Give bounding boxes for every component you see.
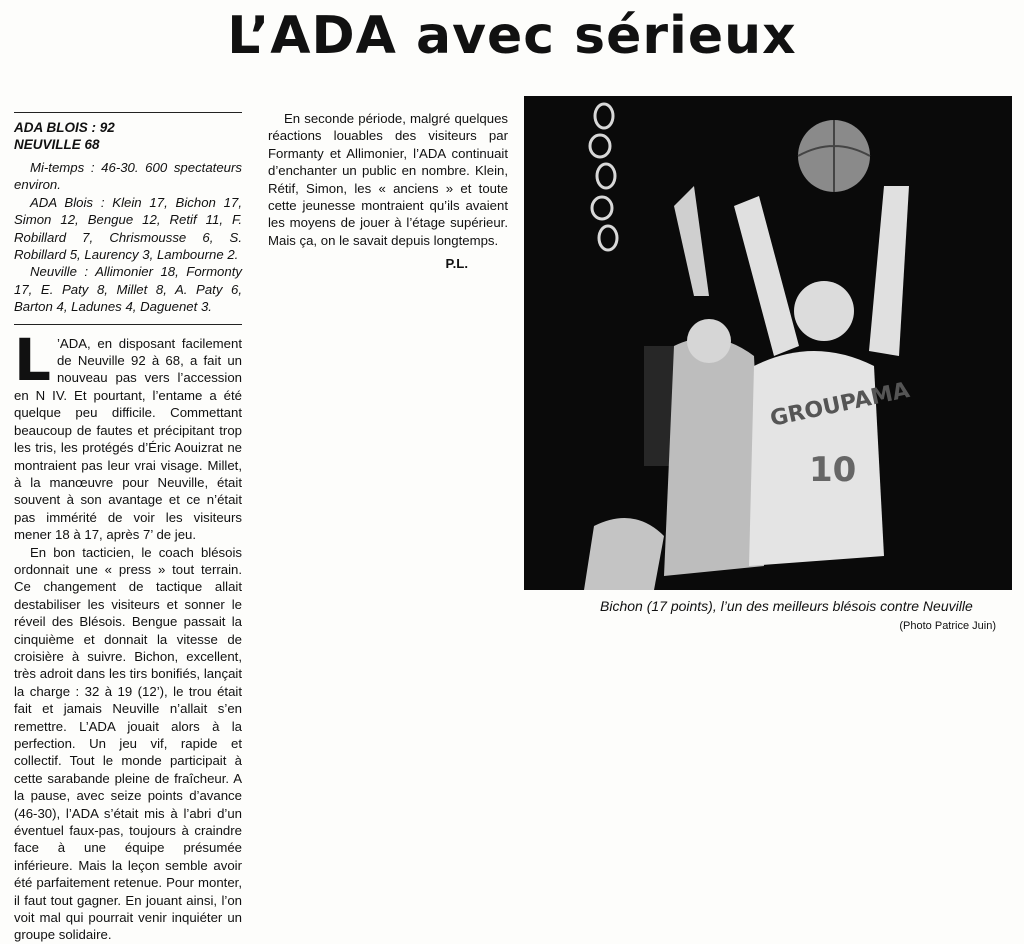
jersey-number: 10 — [809, 450, 857, 490]
halftime-info: Mi-temps : 46-30. 600 spectateurs environ. — [14, 160, 242, 193]
middle-column — [268, 110, 508, 273]
drop-cap: L — [14, 325, 51, 394]
neuville-scorers: Neuville : Allimonier 18, Formonty 17, E. Paty 8, Millet 8, A. Paty 6, Barton 4, Ladunes 4, Daguenet 3. — [14, 264, 242, 315]
photo-caption: Bichon (17 points), l’un des meilleurs blésois contre Neuville — [600, 598, 973, 614]
ada-scorers: ADA Blois : Klein 17, Bichon 17, Simon 12, Bengue 12, Retif 11, F. Robillard 7, Chrismousse 6, S. Robillard 5, Laurency 3, Lambourne 2. — [14, 194, 242, 263]
photo-illustration — [524, 96, 1012, 590]
score-team2: NEUVILLE 68 — [14, 137, 100, 152]
score-team1: ADA BLOIS : 92 — [14, 120, 115, 135]
basketball-photo — [524, 96, 1012, 590]
headline: L’ADA avec sérieux — [227, 6, 797, 66]
lead-text: ’ADA, en disposant facilement de Neuville 92 à 68, a fait un nouveau pas vers l’accession en N IV. Et pourtant, l’entame a été quelque peu difficile. Commettant beaucoup de fautes et précipitant trop les tris, les protégés d’Éric Aouizrat ne montraient pas leur vrai visage. Millet, à la manœuvre pour Neuville, était souvent à son avantage et ce n’était pas immérité de voir les visiteurs mener 18 à 17, après 7’ de jeu. — [14, 335, 242, 543]
signature: P.L. — [445, 256, 468, 272]
article-lead — [14, 325, 242, 544]
photo-credit: (Photo Patrice Juin) — [899, 620, 996, 632]
divider — [14, 324, 242, 325]
match-info — [14, 159, 242, 316]
article-paragraph-2: En bon tacticien, le coach blésois ordonnait une « press » tout terrain. Ce changement de tactique allait destabiliser les visiteurs et sonner le réveil des Blésois. Bengue passait la cinquième et donnait la vitesse de croisière à suivre. Bichon, excellent, très adroit dans les tirs bonifiés, lançait la charge : 32 à 19 (12’), le trou était fait et jamais Neuville n’allait s’en remettre. L’ADA jouait alors à la perfection. Un jeu vif, rapide et collectif. Tout le monde participait à cette sarabande pleine de fraîcheur. A la pause, avec seize points d’avance (46-30), l’ADA s’était mis à l’abri d’un éventuel faux-pas, toujours à craindre face à une équipe présumée inférieure. Mais la leçon semble avoir été parfaitement retenue. Pour monter, il faut tout gagner. En jouant ainsi, l’on voit mal qui pourrait venir inquiéter un groupe solidaire. — [14, 544, 242, 943]
score-box — [14, 112, 242, 316]
jersey-sponsor: GROUPAMA — [768, 377, 912, 432]
article-paragraph-3: En seconde période, malgré quelques réactions louables des visiteurs par Formanty et Allimonier, l’ADA continuait d’enchanter un public en nombre. Klein, Rétif, Simon, les « anciens » et toute cette jeunesse montraient qu’ils avaient les moyens de jouer à l’étage supérieur. Mais ça, on le savait depuis longtemps. — [268, 111, 508, 248]
left-column — [14, 112, 242, 943]
